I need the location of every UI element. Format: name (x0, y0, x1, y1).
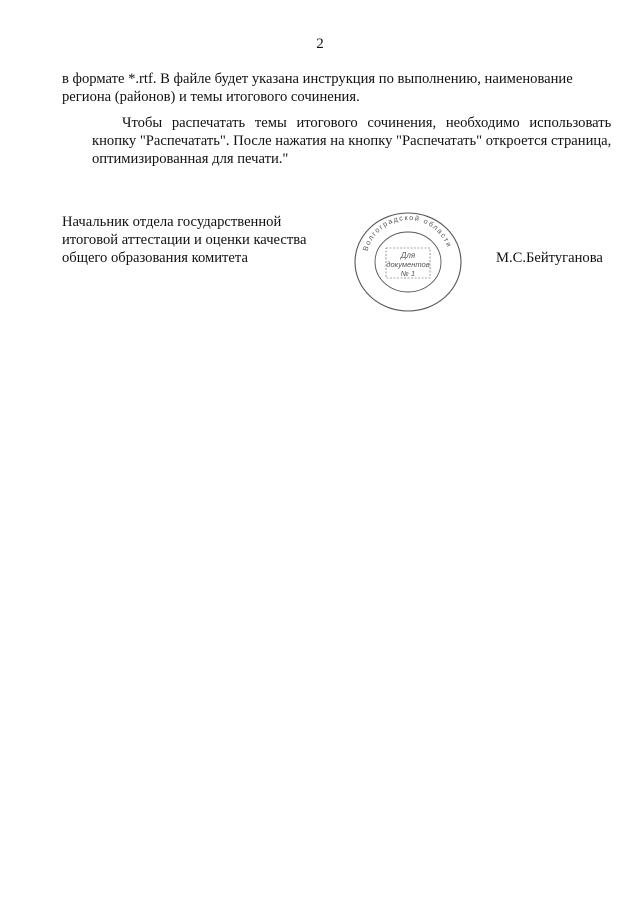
stamp-center-line-1: Для (400, 251, 416, 260)
signatory-name: М.С.Бейтуганова (496, 250, 603, 266)
paragraph-2 (62, 114, 611, 168)
stamp-center-line-2: документов (386, 260, 430, 269)
paragraph-2-line-1: Чтобы распечатать темы итогового сочинения, необходимо использовать (122, 115, 612, 131)
signature-position-line-1: Начальник отдела государственной (62, 214, 282, 230)
paragraph-1 (62, 70, 573, 106)
paragraph-2-line-2: кнопку "Распечатать". После нажатия на кнопку "Распечатать" откроется страница, (92, 133, 612, 149)
paragraph-1-line-2: региона (районов) и темы итогового сочинения. (62, 89, 360, 105)
paragraph-1-line-1: в формате *.rtf. В файле будет указана инструкция по выполнению, наименование (62, 71, 573, 87)
paragraph-2-line-3: оптимизированная для печати." (92, 151, 289, 167)
official-stamp (350, 210, 466, 314)
page-number: 2 (316, 36, 324, 52)
stamp-ring-text: Волгоградской области (360, 212, 455, 253)
signature-position-line-3: общего образования комитета (62, 250, 248, 266)
stamp-center-line-3: № 1 (400, 269, 416, 278)
signature-position-line-2: итоговой аттестации и оценки качества (62, 232, 307, 248)
signature-position (62, 213, 306, 267)
